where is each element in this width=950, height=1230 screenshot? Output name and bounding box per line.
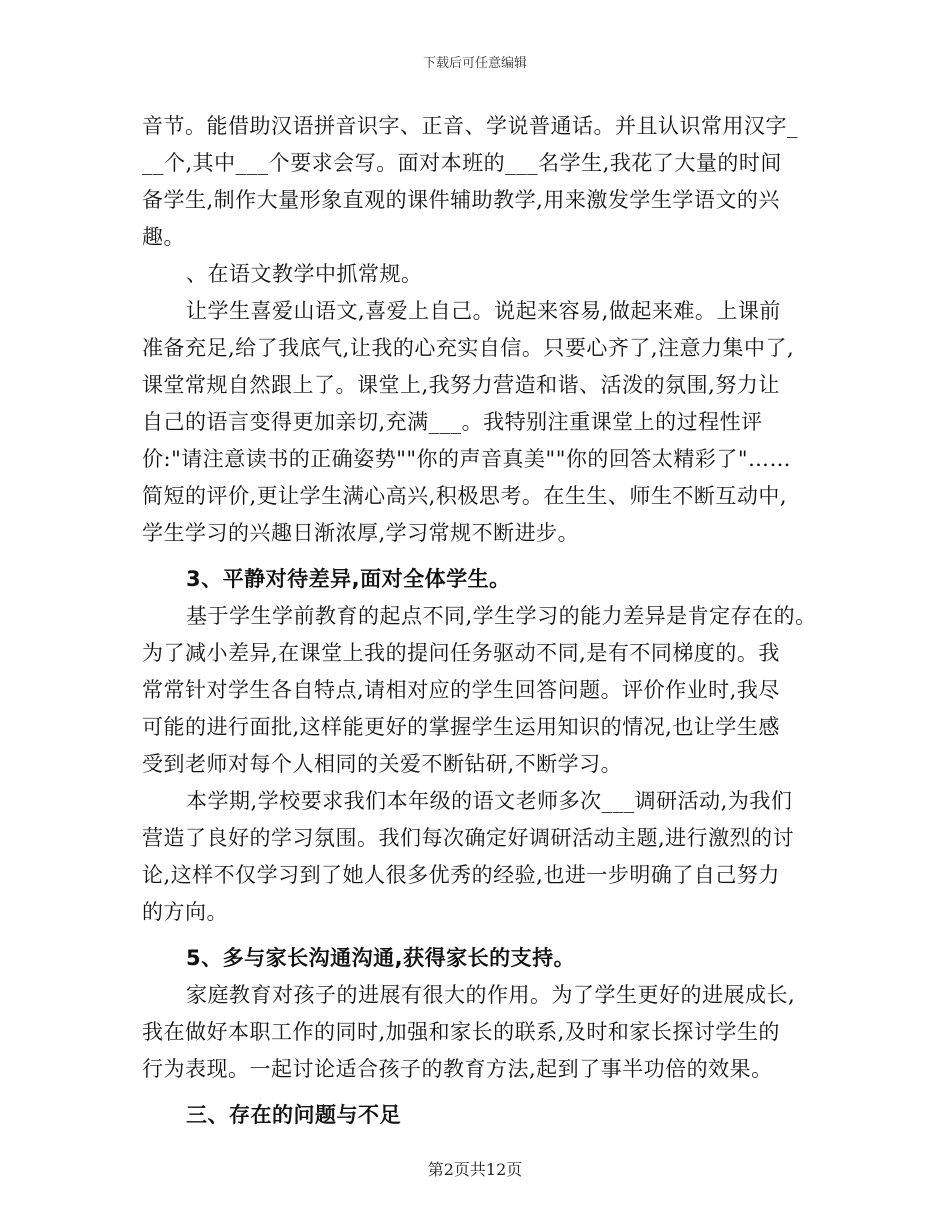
text-line: 音节。能借助汉语拼音识字、正音、学说普通话。并且认识常用汉字_ bbox=[142, 114, 798, 138]
text-line: 基于学生学前教育的起点不同,学生学习的能力差异是肯定存在的。 bbox=[186, 604, 817, 628]
text-line: 家庭教育对孩子的进展有很大的作用。为了学生更好的进展成长, bbox=[186, 983, 796, 1007]
text-line: 我在做好本职工作的同时,加强和家长的联系,及时和家长探讨学生的 bbox=[142, 1020, 780, 1044]
page-footer: 第2页共12页 bbox=[427, 1160, 523, 1179]
text-line: 为了减小差异,在课堂上我的提问任务驱动不同,是有不同梯度的。我 bbox=[142, 641, 780, 665]
text-line: 可能的进行面批,这样能更好的掌握学生运用知识的情况,也让学生感 bbox=[142, 715, 780, 739]
text-line: 备学生,制作大量形象直观的课件辅助教学,用来激发学生学语文的兴 bbox=[142, 188, 780, 212]
text-line: 简短的评价,更让学生满心高兴,积极思考。在生生、师生不断互动中, bbox=[142, 484, 788, 508]
text-line: 价:"请注意读书的正确姿势""你的声音真美""你的回答太精彩了"…… bbox=[142, 447, 792, 471]
text-line: 自己的语言变得更加亲切,充满___。我特别注重课堂上的过程性评 bbox=[142, 410, 763, 434]
text-line: 受到老师对每个人相同的关爱不断钻研,不断学习。 bbox=[142, 752, 623, 776]
text-line: 本学期,学校要求我们本年级的语文老师多次___调研活动,为我们 bbox=[186, 789, 793, 813]
text-line: 准备充足,给了我底气,让我的心充实自信。只要心齐了,注意力集中了, bbox=[142, 336, 795, 360]
text-line: 学生学习的兴趣日渐浓厚,学习常规不断进步。 bbox=[142, 521, 580, 545]
text-line: 的方向。 bbox=[142, 900, 228, 924]
text-line: 让学生喜爱山语文,喜爱上自己。说起来容易,做起来难。上课前 bbox=[186, 299, 781, 323]
text-line: 课堂常规自然跟上了。课堂上,我努力营造和谐、活泼的氛围,努力让 bbox=[142, 373, 780, 397]
section-heading: 3、平静对待差异,面对全体学生。 bbox=[186, 567, 511, 591]
document-body bbox=[142, 108, 822, 1134]
text-line: 营造了良好的学习氛围。我们每次确定好调研活动主题,进行激烈的讨 bbox=[142, 826, 795, 850]
text-line: 论,这样不仅学习到了她人很多优秀的经验,也进一步明确了自己努力 bbox=[142, 863, 780, 887]
text-line: __个,其中___个要求会写。面对本班的___名学生,我花了大量的时间 bbox=[142, 151, 782, 175]
text-line: 趣。 bbox=[142, 225, 185, 249]
text-line: 、在语文教学中抓常规。 bbox=[186, 262, 423, 286]
text-line: 行为表现。一起讨论适合孩子的教育方法,起到了事半功倍的效果。 bbox=[142, 1057, 773, 1081]
section-heading: 三、存在的问题与不足 bbox=[186, 1103, 401, 1127]
text-line: 常常针对学生各自特点,请相对应的学生回答问题。评价作业时,我尽 bbox=[142, 678, 780, 702]
page-header: 下载后可任意编辑 bbox=[422, 56, 527, 71]
section-heading: 5、多与家长沟通沟通,获得家长的支持。 bbox=[186, 946, 576, 970]
